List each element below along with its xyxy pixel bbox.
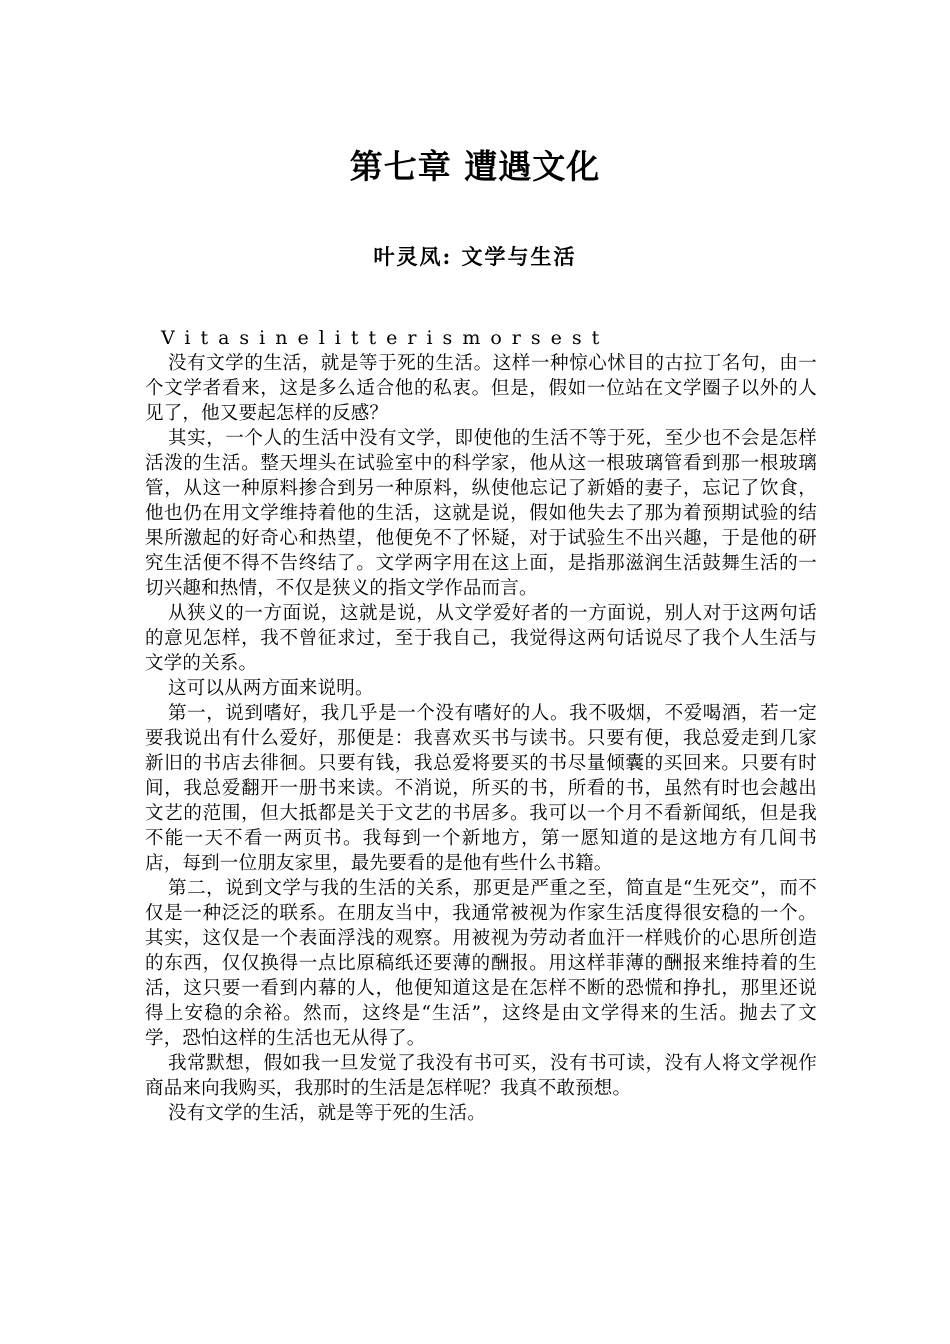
- paragraph: 没有文学的生活，就是等于死的生活。这样一种惊心怵目的古拉丁名句，由一个文学者看来，这是多么适合他的私衷。但是，假如一位站在文学圈子以外的人见了，他又要起怎样的反感？: [145, 353, 817, 424]
- section-title: 叶灵凤: 文学与生活: [373, 244, 577, 269]
- paragraph: 我常默想，假如我一旦发觉了我没有书可买，没有书可读，没有人将文学视作商品来向我购买，我那时的生活是怎样呢？我真不敢预想。: [145, 1053, 817, 1099]
- chapter-title: 第七章 遭遇文化: [349, 147, 601, 186]
- paragraph: 第二，说到文学与我的生活的关系，那更是严重之至，简直是“生死交”，而不仅是一种泛泛的联系。在朋友当中，我通常被视为作家生活度得很安稳的一个。其实，这仅是一个表面浮浅的观察。用被视为劳动者血汗一样贱价的心思所创造的东西，仅仅换得一点比原稿纸还要薄的酬报。用这样菲薄的酬报来维持着的生活，这只要一看到内幕的人，他便知道这是在怎样不断的恐慌和挣扎，那里还说得上安稳的余裕。然而，这终是“生活”，这终是由文学得来的生活。抛去了文学，恐怕这样的生活也无从得了。: [145, 878, 817, 1049]
- paragraph: 从狭义的一方面说，这就是说，从文学爱好者的一方面说，别人对于这两句话的意见怎样，我不曾征求过，至于我自己，我觉得这两句话说尽了我个人生活与文学的关系。: [145, 603, 817, 674]
- paragraph: 其实，一个人的生活中没有文学，即使他的生活不等于死，至少也不会是怎样活泼的生活。整天埋头在试验室中的科学家，他从这一根玻璃管看到那一根玻璃管，从这一种原料掺合到另一种原料，纵使他忘记了新婚的妻子，忘记了饮食，他也仍在用文学维持着他的生活，这就是说，假如他失去了那为着预期试验的结果所激起的好奇心和热望，他便免不了怀疑，对于试验生不出兴趣，于是他的研究生活便不得不告终结了。文学两字用在这上面，是指那滋润生活鼓舞生活的一切兴趣和热情，不仅是狭义的指文学作品而言。: [145, 428, 817, 599]
- article-body: [145, 326, 817, 1126]
- paragraph: 没有文学的生活，就是等于死的生活。: [168, 1103, 486, 1124]
- paragraph: 第一，说到嗜好，我几乎是一个没有嗜好的人。我不吸烟，不爱喝酒，若一定要我说出有什么爱好，那便是：我喜欢买书与读书。只要有便，我总爱走到几家新旧的书店去徘徊。只要有钱，我总爱将要买的书尽量倾囊的买回来。只要有时间，我总爱翻开一册书来读。不消说，所买的书，所看的书，虽然有时也会越出文艺的范围，但大抵都是关于文艺的书居多。我可以一个月不看新闻纸，但是我不能一天不看一两页书。我每到一个新地方，第一愿知道的是这地方有几间书店，每到一位朋友家里，最先要看的是他有些什么书籍。: [145, 703, 817, 874]
- latin-epigraph: Vitasinelitterismorsest: [161, 327, 610, 349]
- paragraph: 这可以从两方面来说明。: [168, 678, 374, 699]
